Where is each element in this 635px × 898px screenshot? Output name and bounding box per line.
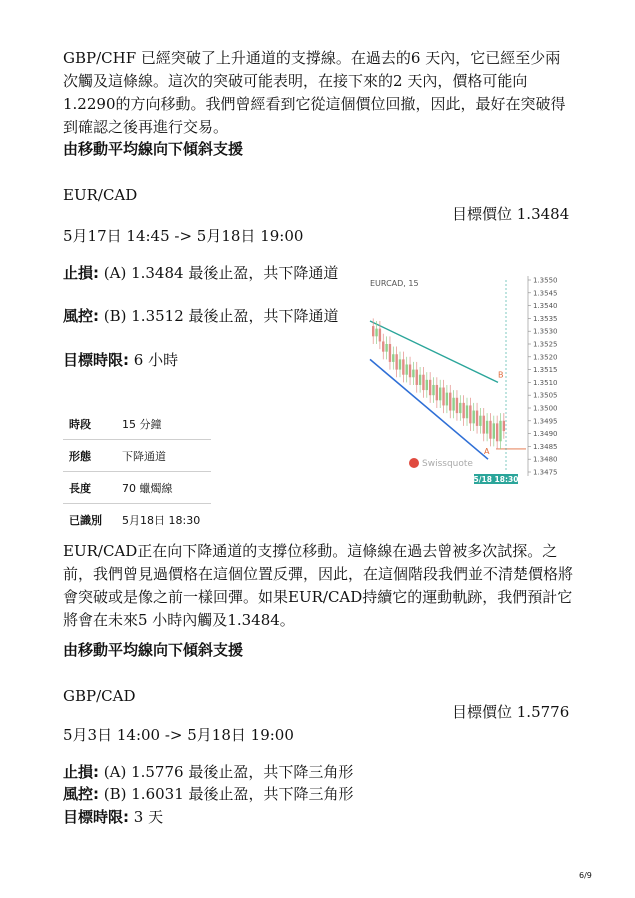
y-tick-label: 1.3540: [533, 302, 558, 311]
candle: [385, 344, 387, 352]
candle: [426, 380, 428, 390]
candle: [436, 385, 438, 400]
watermark-text: Swissquote: [422, 459, 473, 469]
point-a-label: A: [484, 447, 490, 457]
eurcad-price-chart: [366, 272, 568, 484]
stop-loss-label: 止損:: [63, 763, 99, 781]
row-value: 5月18日 18:30: [122, 513, 201, 527]
y-tick-label: 1.3505: [533, 391, 558, 400]
time-marker-label: 5/18 18:30: [473, 475, 519, 484]
row-value: 70 蠟燭線: [122, 481, 173, 495]
page-number: 6/9: [579, 871, 592, 880]
candle: [375, 329, 377, 337]
chart-title: EURCAD, 15: [370, 279, 419, 288]
y-tick-label: 1.3530: [533, 327, 558, 336]
candle: [479, 416, 481, 426]
y-tick-label: 1.3510: [533, 378, 558, 387]
risk-control-label: 風控:: [63, 785, 99, 803]
candle: [496, 423, 498, 441]
y-tick-label: 1.3545: [533, 289, 558, 298]
risk-control-value: (B) 1.6031 最後止盈，共下降三角形: [99, 785, 354, 803]
candle: [483, 416, 485, 434]
candle: [402, 359, 404, 374]
stop-loss-eurcad: [63, 262, 343, 285]
y-tick-label: 1.3525: [533, 340, 558, 349]
candle: [476, 411, 478, 426]
y-tick-label: 1.3515: [533, 366, 558, 375]
candle: [372, 326, 374, 336]
candle: [392, 354, 394, 362]
candle: [412, 370, 414, 378]
candle: [466, 405, 468, 418]
table-row: [63, 440, 211, 472]
candle: [486, 421, 488, 434]
table-row: [63, 408, 211, 440]
candle: [409, 364, 411, 377]
pair-title-gbpcad: GBP/CAD: [63, 687, 136, 705]
time-horizon-value: 3 天: [129, 808, 164, 826]
y-tick-label: 1.3550: [533, 276, 558, 285]
y-tick-label: 1.3535: [533, 314, 558, 323]
time-horizon-label: 目標時限:: [63, 808, 129, 826]
row-key: 形態: [69, 449, 91, 463]
candle: [406, 364, 408, 374]
candle: [429, 380, 431, 395]
section-heading-1: 由移動平均線向下傾斜支援: [63, 140, 244, 158]
y-tick-label: 1.3480: [533, 455, 558, 464]
table-row: [63, 504, 211, 535]
candle: [503, 421, 505, 431]
stop-loss-gbpcad: [63, 761, 573, 784]
candle: [459, 403, 461, 413]
candle: [449, 393, 451, 411]
candle: [419, 375, 421, 385]
time-horizon-gbpcad: [63, 806, 573, 829]
time-horizon-eurcad: [63, 349, 343, 372]
row-key: 已識別: [69, 513, 102, 527]
candle: [379, 329, 381, 342]
time-range-gbpcad: 5月3日 14:00 -> 5月18日 19:00: [63, 726, 294, 744]
table-row: [63, 472, 211, 504]
candle: [422, 375, 424, 390]
section-heading-2: 由移動平均線向下傾斜支援: [63, 641, 244, 659]
y-tick-label: 1.3495: [533, 417, 558, 426]
candle: [499, 421, 501, 441]
stop-loss-value: (A) 1.3484 最後止盈，共下降通道: [99, 264, 339, 282]
risk-control-eurcad: [63, 305, 343, 328]
row-value: 下降通道: [122, 449, 166, 463]
y-tick-label: 1.3490: [533, 430, 558, 439]
candle: [489, 421, 491, 439]
candle: [442, 388, 444, 406]
candle: [382, 341, 384, 351]
candle: [399, 359, 401, 369]
risk-control-label: 風控:: [63, 307, 99, 325]
target-price-eurcad: 目標價位 1.3484: [452, 205, 570, 223]
candle: [395, 354, 397, 369]
candle: [446, 393, 448, 406]
risk-control-gbpcad: [63, 783, 573, 806]
candle: [473, 411, 475, 424]
intro-paragraph: GBP/CHF 已經突破了上升通道的支撐線。在過去的6 天內，它已經至少兩次觸及這條線。這次的突破可能表明，在接下來的2 天內，價格可能向1.2290的方向移動。我們曾經看到它從這個價位回撤，因此，最好在突破得到確認之後再進行交易。: [63, 49, 566, 136]
stop-loss-label: 止損:: [63, 264, 99, 282]
y-tick-label: 1.3500: [533, 404, 558, 413]
candle: [493, 423, 495, 438]
candle: [389, 344, 391, 362]
candle: [469, 405, 471, 423]
y-tick-label: 1.3475: [533, 468, 558, 477]
analysis-paragraph: EUR/CAD正在向下降通道的支撐位移動。這條線在過去曾被多次試探。之前，我們曾見過價格在這個位置反彈，因此，在這個階段我們並不清楚價格將會突破或是像之前一樣回彈。如果EUR/CAD持續它的運動軌跡，我們預計它將會在未來5 小時內觸及1.3484。: [63, 542, 574, 629]
pattern-info-table: [63, 408, 211, 535]
time-horizon-value: 6 小時: [129, 351, 179, 369]
candle: [439, 388, 441, 401]
candle: [432, 385, 434, 395]
point-b-label: B: [498, 370, 504, 380]
risk-control-value: (B) 1.3512 最後止盈，共下降通道: [99, 307, 339, 325]
y-tick-label: 1.3520: [533, 353, 558, 362]
time-range-eurcad: 5月17日 14:45 -> 5月18日 19:00: [63, 227, 304, 245]
row-key: 長度: [69, 481, 91, 495]
row-key: 時段: [69, 417, 91, 431]
candle: [456, 398, 458, 413]
candle: [462, 403, 464, 418]
stop-loss-value: (A) 1.5776 最後止盈，共下降三角形: [99, 763, 354, 781]
row-value: 15 分鐘: [122, 417, 162, 431]
candle: [452, 398, 454, 411]
candle: [416, 370, 418, 385]
time-horizon-label: 目標時限:: [63, 351, 129, 369]
y-tick-label: 1.3485: [533, 442, 558, 451]
target-price-gbpcad: 目標價位 1.5776: [452, 703, 570, 721]
pair-title-eurcad: EUR/CAD: [63, 186, 138, 204]
